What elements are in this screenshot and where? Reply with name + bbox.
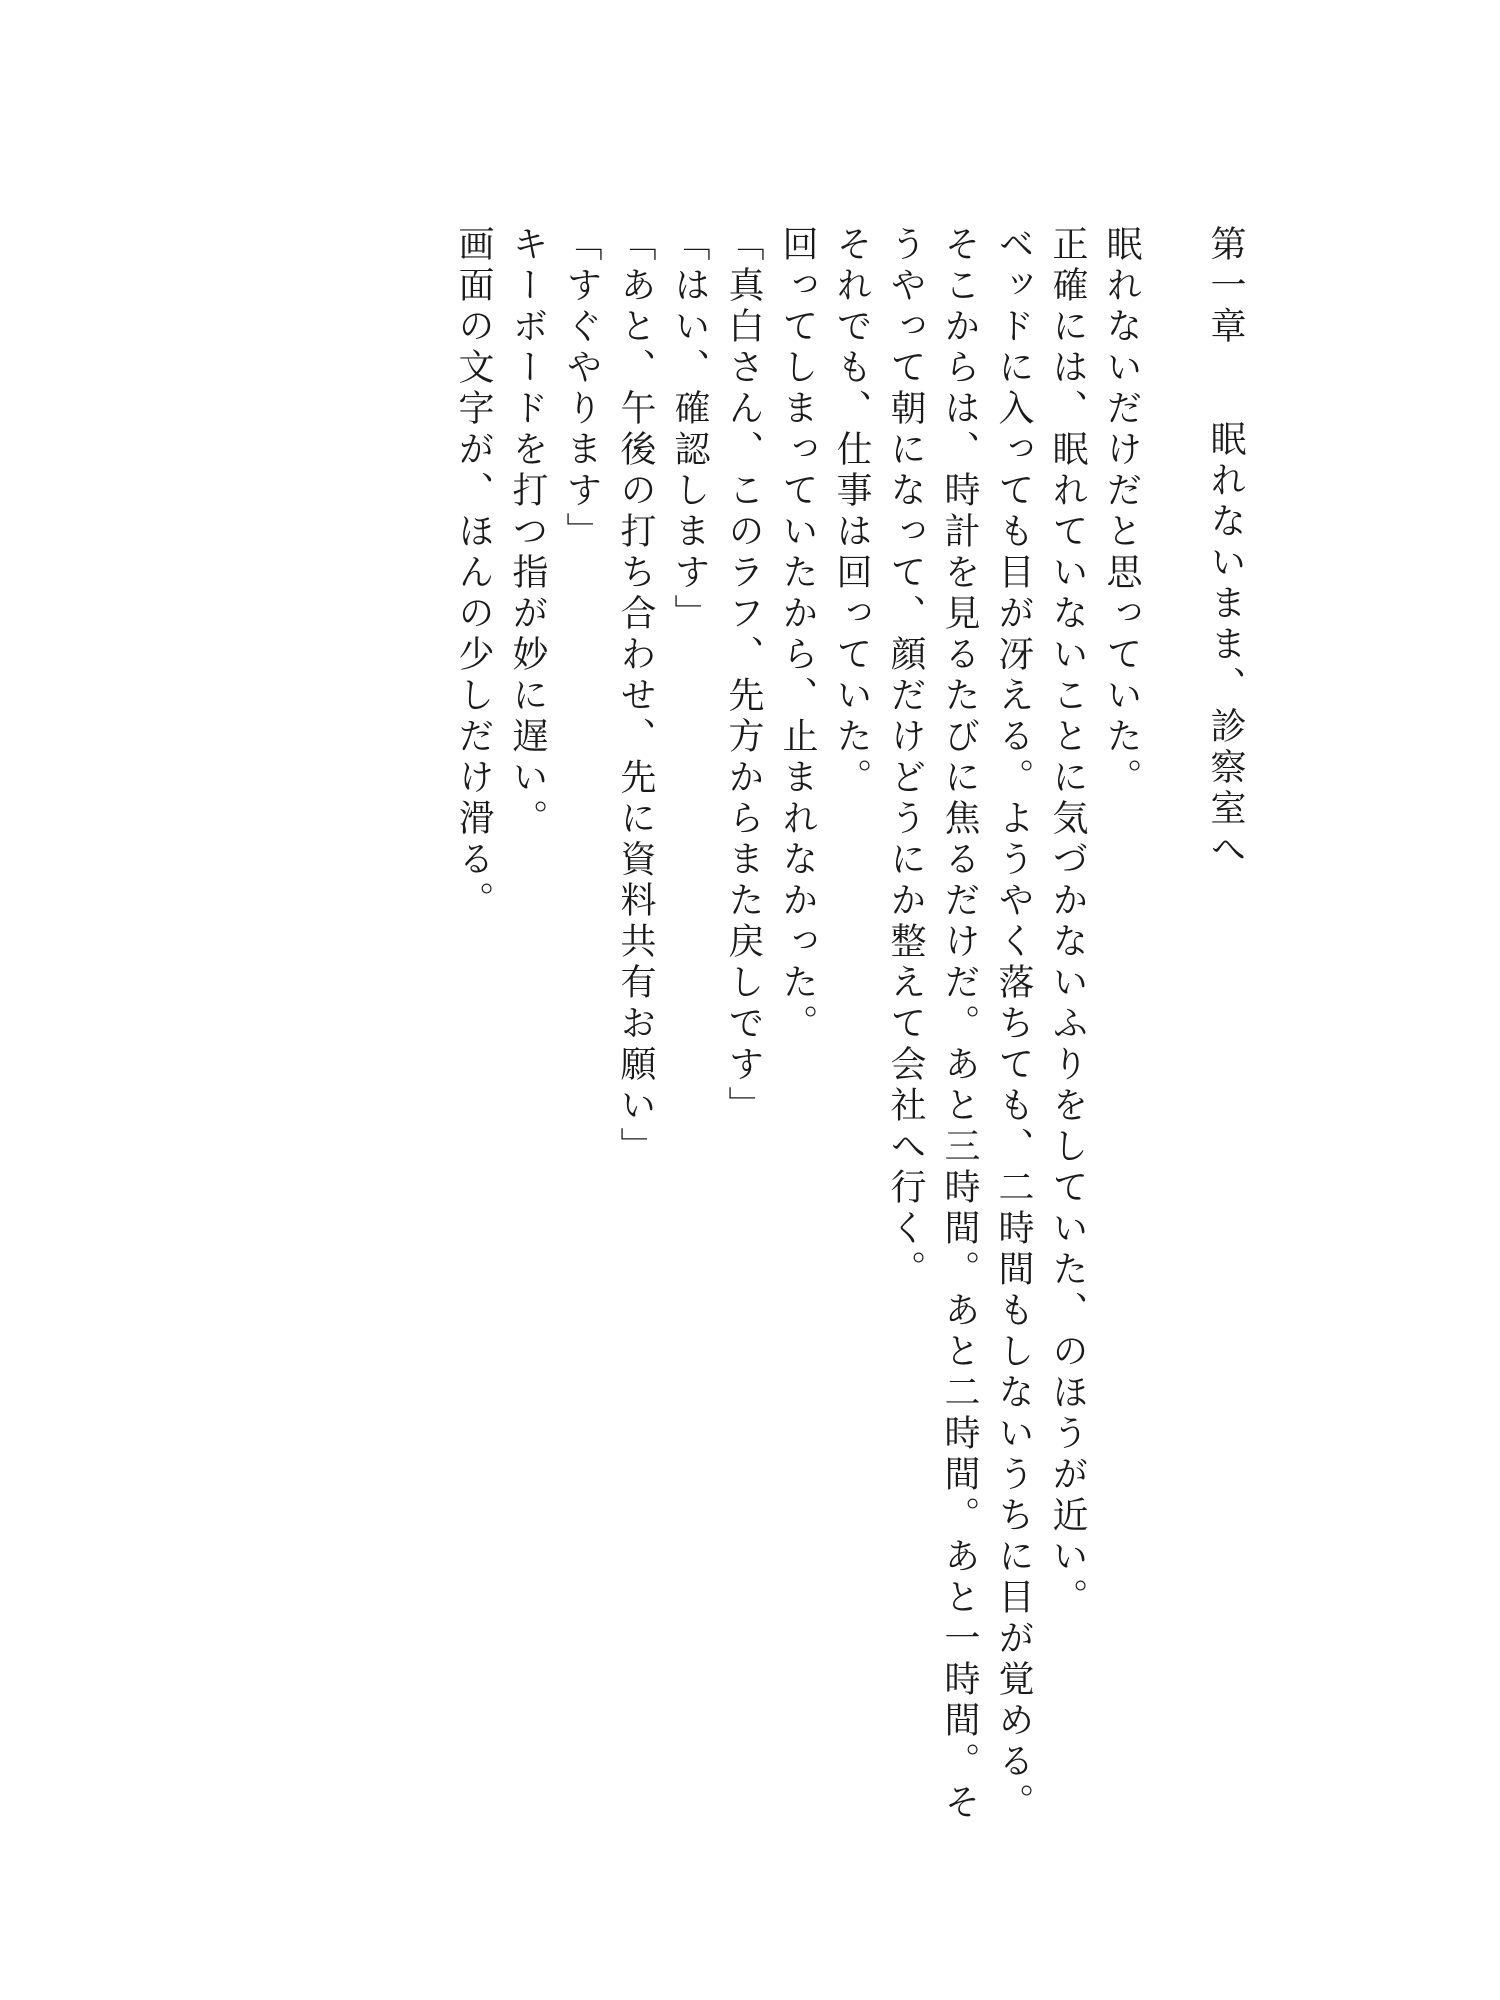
vertical-text-body [446,225,1252,1845]
dialogue-line: 「あと、午後の打ち合わせ、先に資料共有お願い」 [615,225,656,1168]
paragraph: 回ってしまっていたから、止まれなかった。 [777,225,818,1045]
paragraph: それでも、仕事は回っていた。 [831,225,872,799]
chapter-number: 第一章 [1205,225,1246,348]
dialogue-line: 「はい、確認します」 [669,225,710,635]
paragraph: 正確には、眠れていないことに気づかないふりをしていた、のほうが近い。 [1047,225,1088,1619]
chapter-title [1198,225,1252,1845]
paragraph: 眠れないだけだと思っていた。 [1101,225,1142,799]
dialogue-line: 「すぐやります」 [561,225,602,553]
paragraph: 画面の文字が、ほんの少しだけ滑る。 [453,225,494,922]
dialogue-line: 「真白さん、このラフ、先方からまた戻しです」 [723,225,764,1127]
chapter-name: 眠れないまま、診察室へ [1205,420,1246,871]
paragraph: キーボードを打つ指が妙に遅い。 [507,225,548,840]
paragraph: ベッドに入っても目が冴える。ようやく落ちても、二時間もしないうちに目が覚める。そこからは、時計を見るたびに焦るだけだ。あと三時間。あと二時間。あと一時間。そうやって朝になって、顔だけどうにか整えて会社へ行く。 [885,225,1034,1824]
